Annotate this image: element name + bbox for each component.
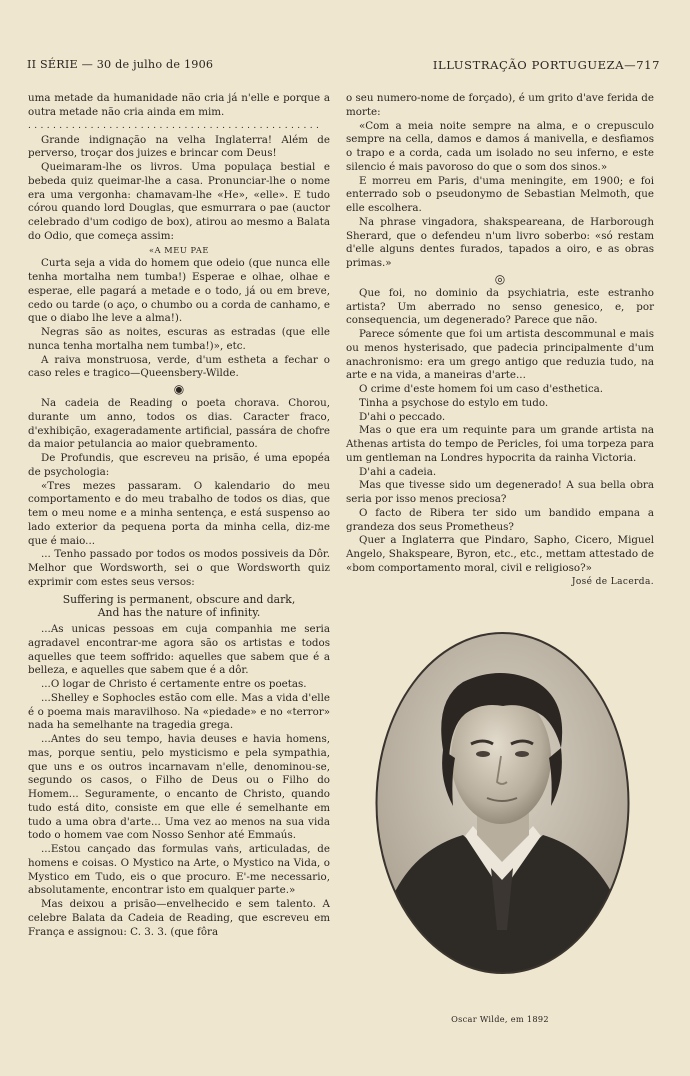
ellipsis-divider: ............................................... (28, 121, 323, 131)
paragraph: Parece sómente que foi um artista descommunal e mais ou menos hysterisado, que padecia principalmente d'um anachronismo: era um grego antigo que reduzia tudo, na arte e na vida, a maneiras d'arte... (346, 328, 654, 382)
poem-heading: «A MEU PAE (148, 244, 210, 255)
paragraph: Na phrase vingadora, shakspeareana, de Harborough Sherard, que o defendeu n'um livro soberbo: «só restam d'elle alguns dentes furados, tapados a oiro, e as obras primas.» (346, 215, 654, 269)
publication-title: ILLUSTRAÇÃO PORTUGUEZA—717 (432, 58, 660, 72)
paragraph: De Profundis, que escreveu na prisão, é uma epopéa de psychologia: (28, 452, 330, 478)
paragraph: Na cadeia de Reading o poeta chorava. Chorou, durante um anno, todos os dias. Caracter fraco, d'exhibição, exageradamente artificial, passára de chofre da maior petulancia ao maior quebramento. (28, 397, 330, 451)
paragraph: Mas que tivesse sido um degenerado! A sua bella obra seria por isso menos preciosa? (346, 479, 654, 505)
paragraph: O crime d'este homem foi um caso d'esthetica. (359, 383, 604, 395)
paragraph: E morreu em Paris, d'uma meningite, em 1900; e foi enterrado sob o pseudonymo de Sebastian Melmoth, que elle escolhera. (346, 174, 654, 214)
paragraph: ... Tenho passado por todos os modos possiveis da Dôr. Melhor que Wordsworth, sei o que Wordsworth quiz exprimir com estes seus versos: (28, 548, 330, 588)
paragraph: «Tres mezes passaram. O kalendario do meu comportamento e do meu trabalho de todos os dias, que tem o meu nome e a minha sentença, e está suspenso ao lado exterior da pequena porta da minha cella, diz-me que é maio... (28, 479, 330, 547)
paragraph: ...Estou cançado das formulas vaṅs, articuladas, de homens e coisas. O Mystico na Arte, o Mystico na Vida, o Mystico em Tudo, eis o que procuro. E'-me necessario, absolutamente, encontrar isto em qualquer parte.» (28, 843, 330, 897)
portrait-image (373, 630, 632, 976)
ornament-icon: ◉ (173, 382, 185, 396)
paragraph: ...As unicas pessoas em cuja companhia me seria agradavel encontrar-me agora são os artistas e todos aquelles que teem soffrido: aquelles que sabem que é a belleza, e aquelles que sabem que é a dôr. (28, 623, 330, 677)
paragraph: Mas deixou a prisão—envelhecido e sem talento. A celebre Balata da Cadeia de Reading, que escreveu em França e assignou: C. 3. 3. (que fôra (28, 898, 330, 938)
paragraph: O facto de Ribera ter sido um bandido empana a grandeza dos seus Prometheus? (346, 506, 654, 533)
paragraph: D'ahi o peccado. (359, 410, 446, 423)
paragraph: ...Antes do seu tempo, havia deuses e havia homens, mas, porque sentiu, pelo mysticismo e pela sympathia, que uns e os outros incarnavam n'elle, denominou-se, segundo os casos, o Filho de Deus ou o Filho do Homem... Seguramente, o encanto de Christo, quando tudo está dito, consiste em que elle é semelhante em tudo a uma obra d'arte... Uma vez ao menos na sua vida todo o homem vae com Nosso Senhor até Emmaús. (28, 733, 330, 842)
paragraph: uma metade da humanidade não cria já n'elle e porque a outra metade não cria ainda em mim. (28, 92, 330, 118)
paragraph: ...O logar de Christo é certamente entre os poetas. (41, 678, 307, 690)
paragraph: o seu numero-nome de forçado), é um grito d'ave ferida de morte: (346, 92, 654, 118)
paragraph: Curta seja a vida do homem que odeio (que nunca elle tenha mortalha nem tumba!) Esperae e olhae, olhae e esperae, elle pagará a metade e o todo, já ou em breve, cedo ou tarde (o aço, o chumbo ou a corda de canhamo, e que o diabo lhe leve a alma!). (28, 257, 330, 325)
issue-date: II SÉRIE — 30 de julho de 1906 (27, 58, 214, 71)
verse-line: Suffering is permanent, obscure and dark, (62, 592, 296, 606)
paragraph: Queimaram-lhe os livros. Uma populaça bestial e bebeda quiz queimar-lhe a casa. Pronunciar-lhe o nome era uma vergonha: chamavam-lhe «He», «elle». E tudo córou quando lord Douglas, que esmurrara o pae (auctor celebrado d'um codigo de box), atirou ao mesmo a Balata do Odio, que começa assim: (28, 161, 330, 242)
verse-line: And has the nature of infinity. (97, 606, 261, 620)
paragraph: Que foi, no dominio da psychiatria, este estranho artista? Um aberrado no senso genesico, e, por consequencia, um degenerado? Parece que não. (346, 286, 654, 327)
ornament-icon: ◎ (494, 271, 506, 286)
paragraph: Mas o que era um requinte para um grande artista na Athenas artista do tempo de Pericles, foi uma torpeza para um gentleman na Londres hypocrita da rainha Victoria. (346, 424, 654, 464)
right-column (346, 92, 654, 589)
paragraph: Tinha a psychose do estylo em tudo. (359, 396, 549, 409)
paragraph: Quer a Inglaterra que Pindaro, Sapho, Cicero, Miguel Angelo, Shakspeare, Byron, etc., etc., mettam attestado de «bom comportamento moral, civil e religioso?» (346, 534, 654, 574)
author-signature: José de Lacerda. (571, 576, 654, 587)
paragraph: «Com a meia noite sempre na alma, e o crepusculo sempre na cella, damos e damos á manivella, e desfiamos o trapo e a corda, cada um isolado no seu inferno, e este silencio é mais pavoroso do que o som dos sinos.» (346, 119, 654, 173)
photo-caption: Oscar Wilde, em 1892 (451, 1014, 549, 1024)
paragraph: D'ahi a cadeia. (359, 465, 437, 478)
paragraph: A raiva monstruosa, verde, d'um estheta a fechar o caso reles e tragico—Queensbery-Wilde. (28, 353, 330, 380)
paragraph: Grande indignação na velha Inglaterra! Além de perverso, troçar dos juizes e brincar com Deus! (28, 133, 330, 160)
page-header (27, 58, 660, 76)
paragraph: ...Shelley e Sophocles estão com elle. Mas a vida d'elle é o poema mais maravilhoso. Na «piedade» e no «terror» nada ha semelhante na tragedia grega. (28, 691, 330, 732)
portrait-photo (373, 630, 632, 976)
paragraph: Negras são as noites, escuras as estradas (que elle nunca tenha mortalha nem tumba!)», etc. (28, 326, 330, 352)
left-column (28, 92, 330, 939)
